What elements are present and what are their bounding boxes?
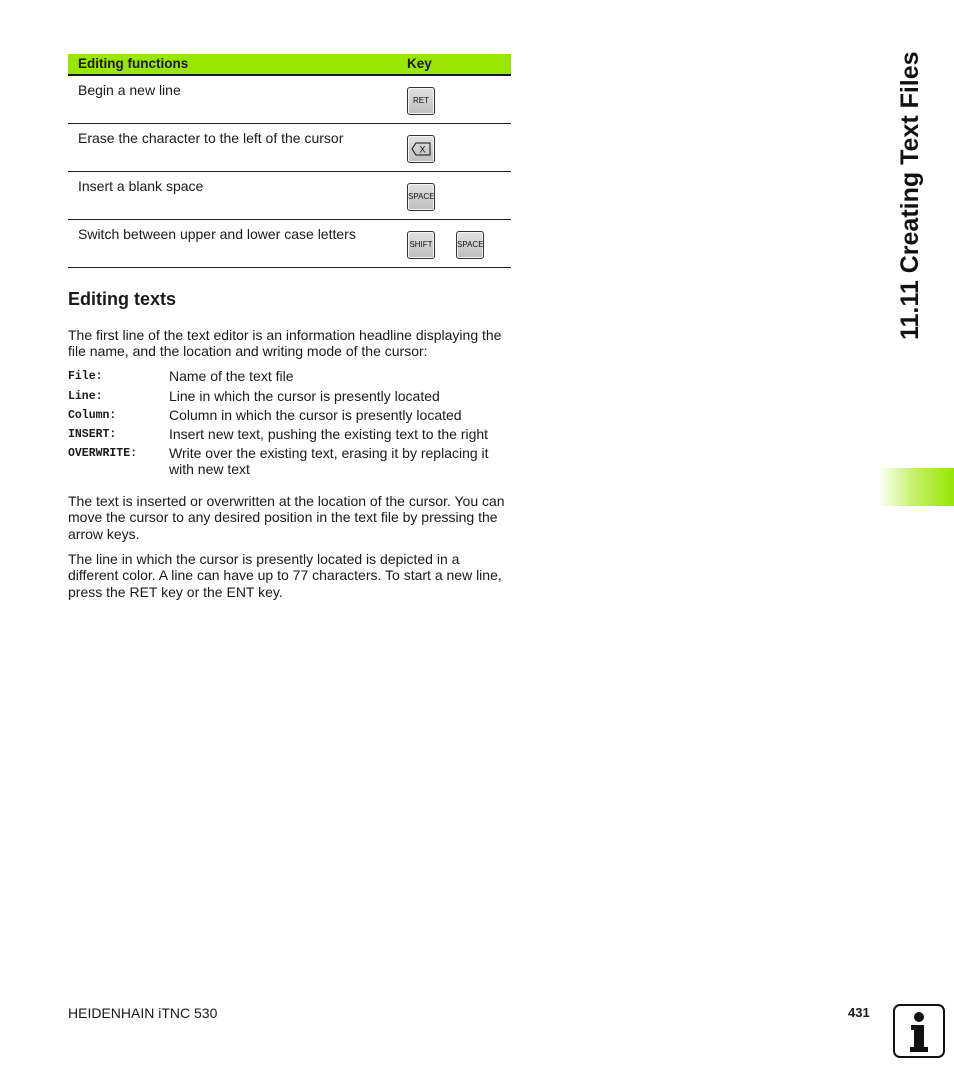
info-icon: [893, 1004, 945, 1058]
definition-desc: Insert new text, pushing the existing text to the right: [169, 426, 489, 442]
definition-term: Column:: [68, 409, 117, 422]
chapter-side-title: 11.11 Creating Text Files: [896, 51, 924, 340]
footer-product: HEIDENHAIN iTNC 530: [68, 1005, 218, 1021]
definition-term: File:: [68, 370, 103, 383]
definition-desc: Name of the text file: [169, 368, 294, 384]
backspace-key-label: X: [419, 144, 426, 155]
row-label: Erase the character to the left of the cursor: [78, 130, 344, 146]
table-row: [68, 172, 511, 220]
section-title: Editing texts: [68, 289, 177, 309]
chapter-tab-marker: [878, 468, 954, 506]
backspace-key-icon: [411, 142, 431, 156]
definition-term: INSERT:: [68, 428, 117, 441]
header-key: Key: [407, 56, 432, 71]
ret-key: RET: [407, 87, 435, 115]
table-row: [68, 124, 511, 172]
row-label: Insert a blank space: [78, 178, 204, 194]
row-label: Begin a new line: [78, 82, 181, 98]
definition-desc: Write over the existing text, erasing it by replacing it with new text: [169, 445, 489, 477]
editing-functions-table: [68, 54, 511, 268]
table-header: [68, 54, 511, 76]
table-row: [68, 220, 511, 268]
line-paragraph: The line in which the cursor is presently located is depicted in a different color. A line can have up to 77 characters. To start a new line, press the RET key or the ENT key.: [68, 551, 502, 600]
table-row: [68, 76, 511, 124]
page-number: 431: [848, 1005, 870, 1020]
definition-term: OVERWRITE:: [68, 447, 138, 460]
intro-paragraph: The first line of the text editor is an information headline displaying the file name, and the location and writing mode of the cursor:: [68, 327, 502, 360]
row-label: Switch between upper and lower case letters: [78, 226, 356, 242]
space-key: SPACE: [407, 183, 435, 211]
shift-key: SHIFT: [407, 231, 435, 259]
definition-term: Line:: [68, 390, 103, 403]
definition-desc: Line in which the cursor is presently located: [169, 388, 440, 404]
cursor-paragraph: The text is inserted or overwritten at the location of the cursor. You can move the cursor to any desired position in the text file by pressing the arrow keys.: [68, 493, 505, 542]
definition-desc: Column in which the cursor is presently located: [169, 407, 462, 423]
header-editing-functions: Editing functions: [78, 56, 189, 71]
backspace-key: [407, 135, 435, 163]
space-key: SPACE: [456, 231, 484, 259]
